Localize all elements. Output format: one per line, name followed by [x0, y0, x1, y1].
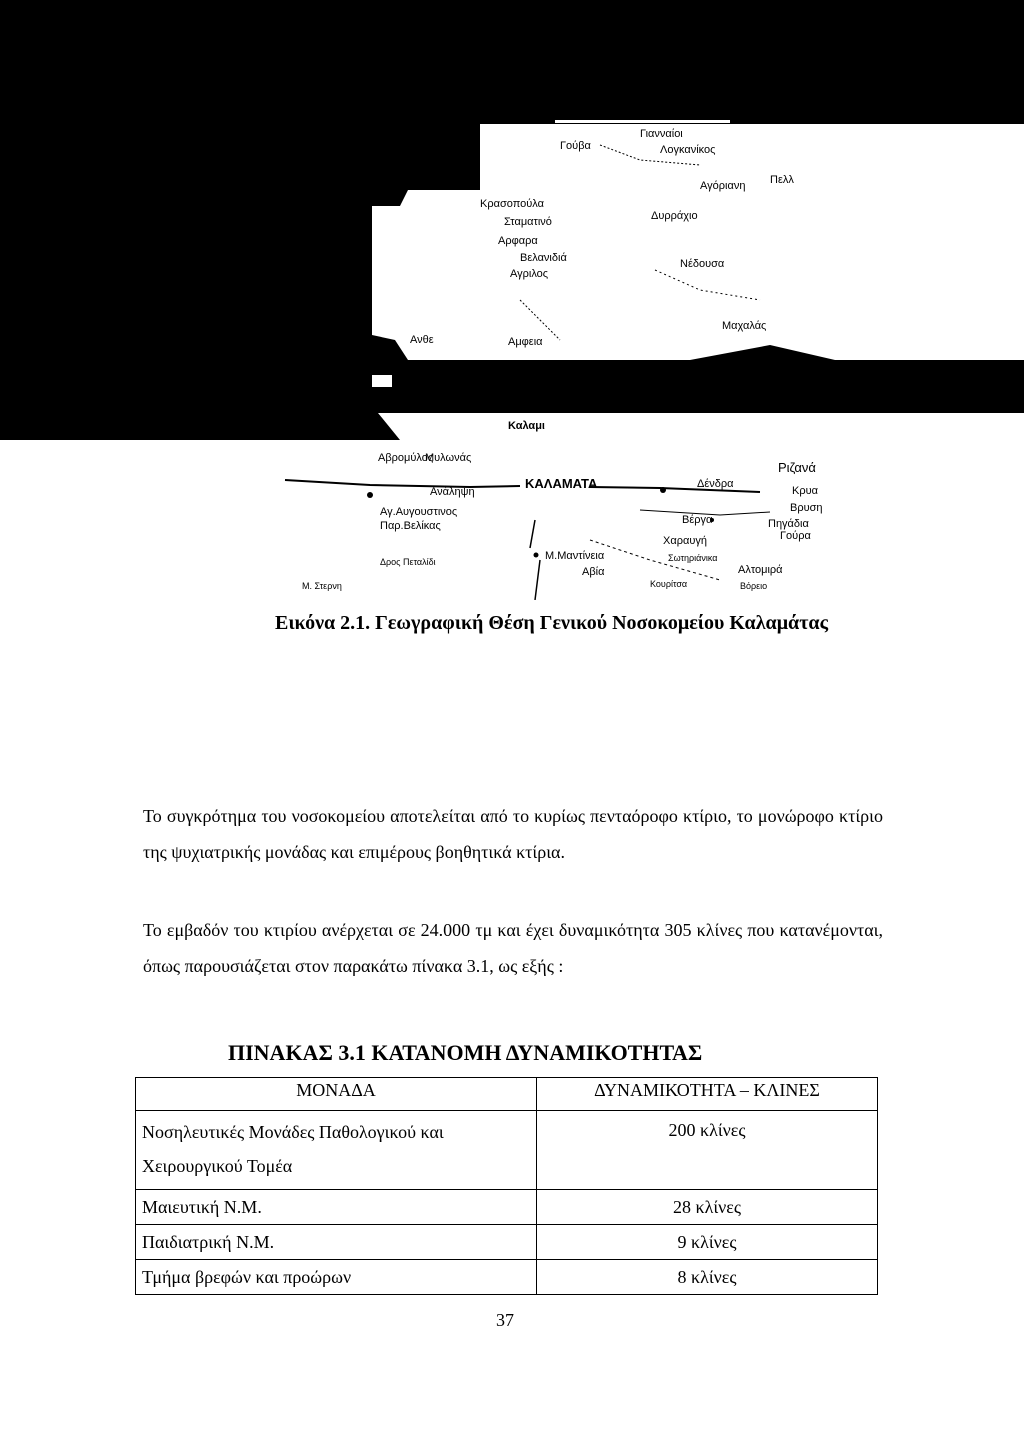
- table-title: ΠΙΝΑΚΑΣ 3.1 ΚΑΤΑΝΟΜΗ ΔΥΝΑΜΙΚΟΤΗΤΑΣ: [228, 1040, 703, 1065]
- map-label: Αγριλος: [510, 268, 549, 280]
- map-label: Ανθε: [410, 334, 434, 346]
- map-label: Δένδρα: [697, 478, 734, 490]
- map-label: Λογκανίκος: [660, 144, 716, 156]
- capacity-cell: 28 κλίνες: [537, 1190, 878, 1225]
- unit-cell: Νοσηλευτικές Μονάδες Παθολογικού και Χειρουργικού Τομέα: [136, 1111, 537, 1190]
- capacity-cell: 8 κλίνες: [537, 1260, 878, 1295]
- unit-cell: Τμήμα βρεφών και προώρων: [136, 1260, 537, 1295]
- map-label: Αλτομιρά: [738, 564, 783, 576]
- map-label: Μ.Μαντίνεια: [545, 550, 605, 562]
- map-label: Παρ.Βελίκας: [380, 520, 441, 532]
- map-label: Βρυση: [790, 502, 823, 514]
- map-label-city: ΚΑΛΑΜΑΤΑ: [525, 476, 598, 491]
- map-label: Κρυα: [792, 485, 818, 497]
- map-label: Σταματινό: [504, 216, 552, 228]
- map-label: Αβρομύλος: [378, 452, 434, 464]
- table-header-row: [136, 1078, 878, 1111]
- map-label: Σωτηριάνικα: [668, 553, 718, 563]
- column-header-capacity: ΔΥΝΑΜΙΚΟΤΗΤΑ – ΚΛΙΝΕΣ: [537, 1078, 878, 1111]
- map-label: Γιανναίοι: [640, 128, 683, 140]
- map-label: Δρος Πεταλίδι: [380, 557, 436, 567]
- body-paragraph: Το συγκρότημα του νοσοκομείου αποτελείται από το κυρίως πενταόροφο κτίριο, το μονώροφο κτίριο της ψυχιατρικής μονάδας και επιμέρους βοηθητικά κτίρια.: [143, 806, 883, 862]
- map-label: Μ. Στερνη: [302, 581, 342, 591]
- map-label: Πηγάδια: [768, 518, 809, 530]
- map-label: Χαραυγή: [663, 535, 707, 547]
- capacity-table: [135, 1077, 878, 1295]
- body-paragraph: Το εμβαδόν του κτιρίου ανέρχεται σε 24.000 τμ και έχει δυναμικότητα 305 κλίνες που κατανέμονται, όπως παρουσιάζεται στον παρακάτω πίνακα 3.1, ως εξής :: [143, 920, 883, 976]
- map-label: Δυρράχιο: [651, 210, 698, 222]
- map-label: Αγόριανη: [700, 180, 746, 192]
- map-label: Σουκαλαίικα: [420, 180, 479, 192]
- location-map: [0, 0, 1024, 600]
- table-row: [136, 1225, 878, 1260]
- capacity-cell: 9 κλίνες: [537, 1225, 878, 1260]
- map-label: Καλαμι: [508, 420, 545, 432]
- map-label: Αβία: [582, 566, 605, 578]
- map-label: Βέργα: [682, 514, 713, 526]
- map-label: Γούρα: [780, 530, 811, 542]
- map-label: Βόρειο: [740, 581, 768, 591]
- map-label: Ριζανά: [778, 460, 816, 475]
- figure-caption: Εικόνα 2.1. Γεωγραφική Θέση Γενικού Νοσοκομείου Καλαμάτας: [275, 612, 829, 634]
- column-header-unit: ΜΟΝΑΔΑ: [136, 1078, 537, 1111]
- map-label: Κουρίτσα: [650, 579, 688, 589]
- page-number: 37: [496, 1310, 514, 1330]
- map-label: Αμφεια: [508, 336, 543, 348]
- table-row: [136, 1260, 878, 1295]
- capacity-cell: 200 κλίνες: [537, 1111, 878, 1190]
- map-label: Μυλωνάς: [425, 452, 472, 464]
- unit-cell: Παιδιατρική Ν.Μ.: [136, 1225, 537, 1260]
- map-label: Πελλ: [770, 174, 794, 186]
- map-label: Γούβα: [560, 140, 591, 152]
- map-label: Ανάληψη: [430, 486, 475, 498]
- map-label: Κρασοπούλα: [480, 198, 544, 210]
- map-label: Αρφαρα: [498, 235, 538, 247]
- map-label: Μαχαλάς: [722, 320, 767, 332]
- table-row: [136, 1111, 878, 1190]
- map-label: Αγ.Αυγουστινος: [380, 506, 458, 518]
- map-label: Νέδουσα: [680, 258, 725, 270]
- map-graphic: [0, 0, 1024, 600]
- unit-cell: Μαιευτική Ν.Μ.: [136, 1190, 537, 1225]
- map-label: Βελανιδιά: [520, 252, 567, 264]
- table-row: [136, 1190, 878, 1225]
